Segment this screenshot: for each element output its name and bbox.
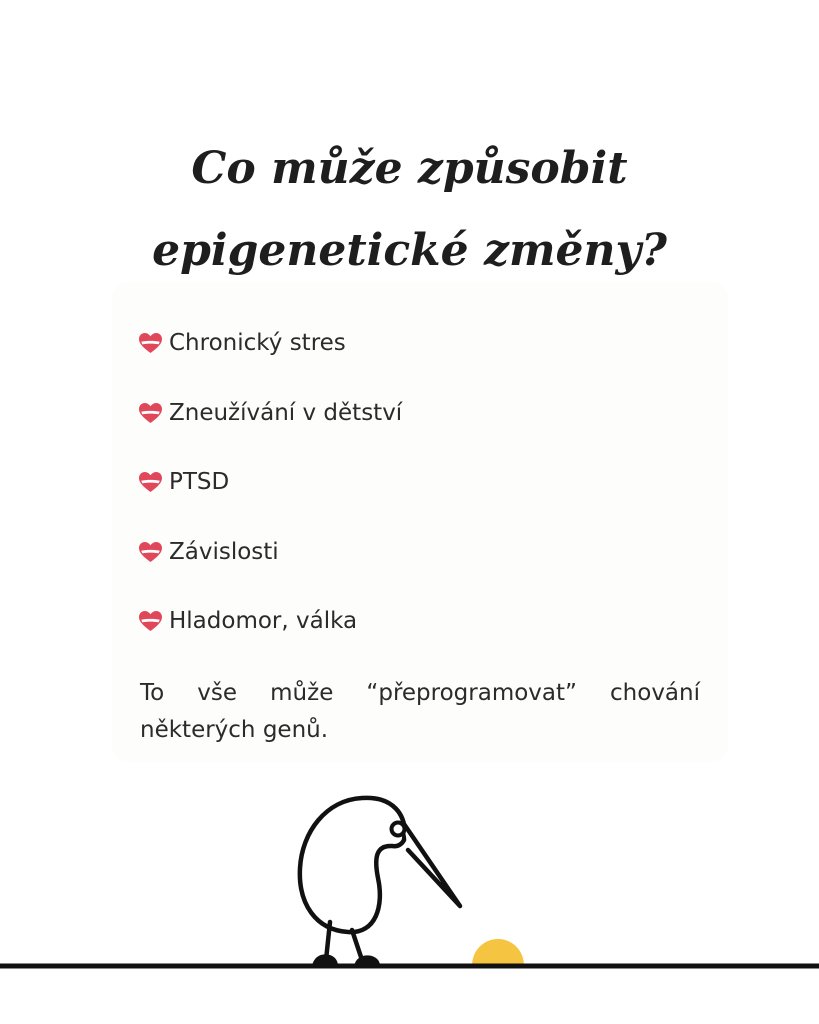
list-item-label: Závislosti bbox=[169, 538, 279, 565]
list-item-label: PTSD bbox=[169, 469, 230, 495]
heart-icon bbox=[138, 471, 163, 493]
list-item-label: Zneužívání v dětství bbox=[169, 399, 403, 426]
list-item bbox=[138, 394, 402, 432]
bird-body bbox=[300, 798, 405, 932]
list-item bbox=[138, 602, 402, 640]
bird-eye bbox=[392, 823, 405, 836]
heart-icon bbox=[138, 332, 163, 354]
page-title bbox=[0, 128, 819, 292]
list-item-label: Chronický stres bbox=[169, 330, 346, 356]
heart-icon bbox=[138, 610, 163, 632]
bird-foot-right bbox=[354, 955, 380, 966]
title-line-1: Co může způsobit bbox=[191, 143, 628, 194]
bird-foot-left bbox=[312, 954, 338, 966]
list-item bbox=[138, 463, 402, 501]
sun-icon bbox=[472, 939, 524, 966]
causes-list bbox=[138, 324, 402, 672]
kiwi-bird-illustration bbox=[0, 780, 819, 1024]
title-line-2: epigenetické změny? bbox=[152, 225, 667, 276]
bird-leg-right bbox=[352, 930, 362, 960]
list-item bbox=[138, 533, 402, 571]
heart-icon bbox=[138, 402, 163, 424]
heart-icon bbox=[138, 541, 163, 563]
summary-text: To vše může “přeprogramovat” chování některých genů. bbox=[140, 680, 700, 743]
list-item-label: Hladomor, válka bbox=[169, 608, 358, 634]
list-item bbox=[138, 324, 402, 362]
bird-beak bbox=[404, 824, 460, 906]
